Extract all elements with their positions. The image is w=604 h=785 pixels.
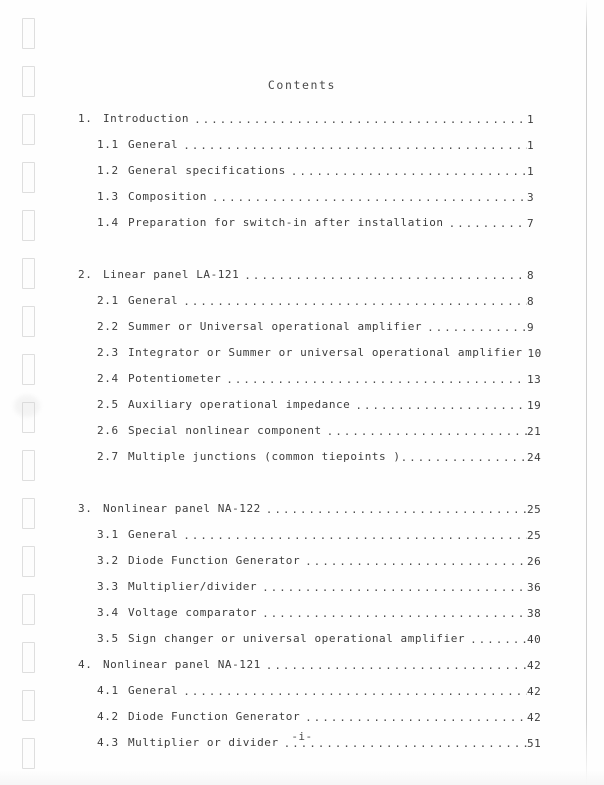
page-number-footer: -i- [291,730,313,743]
toc-dot-leader [262,581,527,594]
toc-entry-title: Multiplier or divider [128,736,279,749]
toc-entry-page-number: 8 [527,269,535,282]
toc-entry-number: 4.1 [97,684,119,697]
toc-entry-title: General [128,294,179,307]
toc-entry[interactable] [0,268,604,294]
toc-entry[interactable] [0,398,604,424]
toc-entry-number: 1.4 [97,216,119,229]
toc-entry-number: 2. [78,268,93,281]
toc-entry-title: General specifications [128,164,286,177]
toc-entry-number: 2.1 [97,294,119,307]
toc-entry[interactable] [0,658,604,684]
toc-entry-title: General [128,684,179,697]
toc-entry-number: 2.5 [97,398,119,411]
toc-entry-page-number: 1 [527,165,535,178]
toc-entry-title: Preparation for switch-in after installation [128,216,444,229]
toc-entry-title: General [128,528,179,541]
toc-entry[interactable] [0,346,604,372]
toc-entry[interactable] [0,216,604,242]
toc-entry-page-number: 1 [527,113,535,126]
toc-dot-leader [449,217,527,230]
toc-entry-page-number: 25 [527,529,542,542]
toc-dot-leader [212,191,527,204]
toc-dot-leader [262,607,527,620]
toc-entry-title: Nonlinear panel NA-122 [103,502,261,515]
toc-entry-number: 2.2 [97,320,119,333]
toc-entry-page-number: 24 [527,451,542,464]
toc-entry-number: 4. [78,658,93,671]
toc-entry-title: Voltage comparator [128,606,258,619]
toc-dot-leader [244,269,527,282]
toc-entry-page-number: 9 [527,321,535,334]
toc-entry-page-number: 51 [527,737,542,750]
toc-entry[interactable] [0,632,604,658]
toc-entry[interactable] [0,684,604,710]
toc-entry-title: Composition [128,190,207,203]
toc-entry-title: Diode Function Generator [128,710,301,723]
toc-entry-page-number: 40 [527,633,542,646]
toc-dot-leader [327,425,527,438]
toc-entry[interactable] [0,606,604,632]
toc-entry[interactable] [0,112,604,138]
toc-entry[interactable] [0,528,604,554]
toc-dot-leader [194,113,527,126]
toc-entry[interactable] [0,372,604,398]
page-title: Contents [267,78,337,92]
table-of-contents [0,112,604,762]
toc-entry-title: Integrator or Summer or universal operational amplifier [128,346,523,359]
toc-entry-number: 2.7 [97,450,119,463]
toc-entry-title: Potentiometer [128,372,222,385]
toc-entry-number: 4.3 [97,736,119,749]
toc-entry-number: 2.6 [97,424,119,437]
toc-dot-leader [401,451,527,464]
toc-entry-page-number: 38 [527,607,542,620]
toc-entry-page-number: 42 [527,659,542,672]
toc-dot-leader [355,399,527,412]
toc-entry-page-number: 42 [527,685,542,698]
toc-entry[interactable] [0,294,604,320]
toc-entry-title: Special nonlinear component [128,424,322,437]
toc-entry-title: Summer or Universal operational amplifier [128,320,423,333]
toc-entry-number: 3.1 [97,528,119,541]
toc-entry-title: Auxiliary operational impedance [128,398,351,411]
toc-entry[interactable] [0,164,604,190]
page-edge-bottom [0,770,604,785]
toc-dot-leader [183,295,527,308]
toc-entry-page-number: 25 [527,503,542,516]
toc-dot-leader [183,139,527,152]
toc-entry-title: Sign changer or universal operational amplifier [128,632,466,645]
toc-entry-title: Introduction [103,112,190,125]
toc-entry[interactable] [0,502,604,528]
toc-entry-number: 2.3 [97,346,119,359]
toc-entry-page-number: 3 [527,191,535,204]
toc-dot-leader [305,711,527,724]
toc-entry-page-number: 1 [527,139,535,152]
toc-entry[interactable] [0,320,604,346]
toc-entry-page-number: 21 [527,425,542,438]
toc-dot-leader [266,503,527,516]
toc-dot-leader [183,685,527,698]
toc-entry-number: 1.3 [97,190,119,203]
toc-entry-number: 1.2 [97,164,119,177]
toc-entry[interactable] [0,554,604,580]
toc-entry-title: Multiplier/divider [128,580,258,593]
toc-dot-leader [266,659,527,672]
toc-entry-title: Diode Function Generator [128,554,301,567]
toc-dot-leader [291,165,527,178]
toc-entry-page-number: 26 [527,555,542,568]
toc-entry-number: 1.1 [97,138,119,151]
toc-entry-page-number: 8 [527,295,535,308]
toc-entry-page-number: 36 [527,581,542,594]
toc-dot-leader [427,321,527,334]
toc-dot-leader [470,633,527,646]
toc-entry-number: 3.3 [97,580,119,593]
toc-dot-leader [305,555,527,568]
toc-entry-number: 3.4 [97,606,119,619]
toc-entry-page-number: 13 [527,373,542,386]
toc-entry[interactable] [0,138,604,164]
toc-dot-leader [226,373,527,386]
toc-entry-number: 3. [78,502,93,515]
toc-dot-leader [183,529,527,542]
toc-entry-page-number: 10 [527,347,542,360]
toc-entry-number: 3.5 [97,632,119,645]
toc-entry-number: 4.2 [97,710,119,723]
binding-punch-mark [22,18,35,49]
toc-entry-title: Nonlinear panel NA-121 [103,658,261,671]
toc-entry-title: Multiple junctions (common tiepoints ) [128,450,401,463]
toc-entry-title: General [128,138,179,151]
toc-entry-number: 3.2 [97,554,119,567]
toc-entry-number: 2.4 [97,372,119,385]
toc-entry-number: 1. [78,112,93,125]
toc-entry-page-number: 42 [527,711,542,724]
toc-entry-page-number: 7 [527,217,535,230]
toc-entry[interactable] [0,424,604,450]
toc-entry[interactable] [0,190,604,216]
toc-entry[interactable] [0,580,604,606]
toc-entry[interactable] [0,450,604,476]
toc-entry-page-number: 19 [527,399,542,412]
toc-entry-title: Linear panel LA-121 [103,268,240,281]
